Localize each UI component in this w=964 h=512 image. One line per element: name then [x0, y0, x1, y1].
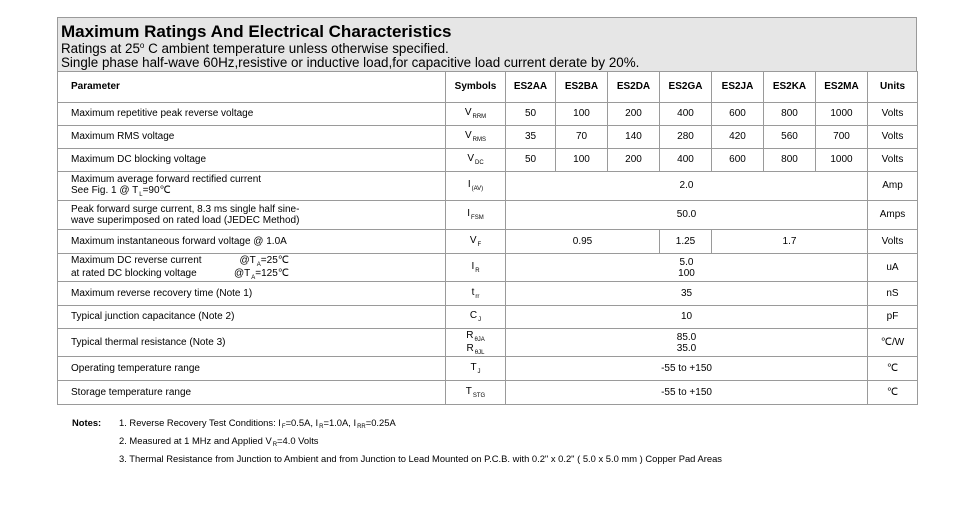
param-text: Maximum DC reverse current — [71, 254, 202, 266]
note-sub: R — [319, 424, 324, 430]
symbol-main: I — [467, 208, 471, 220]
value-cell: 1.25 — [660, 230, 712, 254]
param-line: Peak forward surge current, 8.3 ms single half sine- — [71, 204, 300, 215]
value-cell: 100 — [556, 103, 608, 126]
ambient-note — [61, 42, 916, 56]
param-cell: Maximum reverse recovery time (Note 1) — [58, 282, 446, 306]
value-cell: -55 to +150 — [506, 381, 868, 405]
param-cell: Storage temperature range — [58, 381, 446, 405]
symbol-sub: R — [475, 267, 480, 274]
col-header-part: ES2AA — [506, 72, 556, 103]
table-row — [58, 126, 918, 149]
param-cell — [58, 254, 446, 282]
param-cell: Maximum repetitive peak reverse voltage — [58, 103, 446, 126]
note-text: =0.5A, I — [285, 417, 319, 428]
symbol-sub: rr — [475, 293, 480, 300]
header-row — [58, 72, 918, 103]
col-header-part: ES2GA — [660, 72, 712, 103]
table-row — [58, 172, 918, 201]
ratings-section — [57, 17, 917, 405]
unit-cell: Volts — [868, 149, 918, 172]
value-cell: 400 — [660, 103, 712, 126]
symbol-main: T — [470, 361, 477, 373]
unit-cell: Amp — [868, 172, 918, 201]
value-line: 85.0 — [676, 331, 697, 343]
value-line: 35.0 — [676, 342, 697, 354]
symbol-sub: θJA — [474, 336, 485, 343]
value-cell: 1000 — [816, 103, 868, 126]
table-row — [58, 381, 918, 405]
table-row — [58, 282, 918, 306]
note-sub: RR — [357, 424, 366, 430]
symbol-cell — [446, 381, 506, 405]
symbol-main: I — [467, 179, 471, 191]
param-line — [71, 185, 445, 198]
col-header-part: ES2DA — [608, 72, 660, 103]
symbol-main: V — [464, 130, 472, 142]
symbol-cell — [446, 357, 506, 381]
unit-cell: Amps — [868, 201, 918, 230]
param-text: at rated DC blocking voltage — [71, 267, 197, 279]
value-line: 100 — [678, 267, 695, 279]
symbol-sub: θJL — [474, 349, 485, 356]
symbol-main: T — [465, 385, 472, 397]
param-cell: Typical thermal resistance (Note 3) — [58, 329, 446, 357]
value-cell: 700 — [816, 126, 868, 149]
param-cell: Maximum RMS voltage — [58, 126, 446, 149]
cond-text: =25℃ — [260, 254, 289, 266]
table-row — [58, 103, 918, 126]
note-text: 2. Measured at 1 MHz and Applied V — [119, 435, 272, 446]
value-cell: 50 — [506, 103, 556, 126]
symbol-sub: J — [478, 317, 482, 324]
cond-text: @T — [233, 267, 251, 279]
symbol-cell — [446, 329, 506, 357]
load-note: Single phase half-wave 60Hz,resistive or inductive load,for capacitive load current derate by 20%. — [61, 55, 640, 70]
value-cell: 600 — [712, 103, 764, 126]
symbol-sub: (AV) — [471, 186, 484, 193]
condition-text — [240, 255, 289, 268]
ambient-note-post: C ambient temperature unless otherwise specified. — [144, 41, 449, 56]
param-cell — [58, 201, 446, 230]
table-row — [58, 149, 918, 172]
unit-cell: Volts — [868, 230, 918, 254]
unit-cell: ℃/W — [868, 329, 918, 357]
cond-sub: A — [256, 261, 261, 268]
value-cell: 10 — [506, 306, 868, 329]
value-cell: 400 — [660, 149, 712, 172]
cond-text: =125℃ — [255, 267, 289, 279]
value-cell: 200 — [608, 103, 660, 126]
value-cell: 800 — [764, 149, 816, 172]
symbol-cell — [446, 172, 506, 201]
value-cell: 100 — [556, 149, 608, 172]
symbol-main: V — [469, 234, 477, 246]
table-row — [58, 306, 918, 329]
value-cell: 800 — [764, 103, 816, 126]
note-sub: R — [272, 442, 278, 448]
section-title: Maximum Ratings And Electrical Characteristics — [61, 22, 452, 41]
note-text: =4.0 Volts — [277, 435, 319, 446]
param-cell: Operating temperature range — [58, 357, 446, 381]
symbol-main: C — [469, 310, 478, 322]
value-cell: 600 — [712, 149, 764, 172]
note-item — [119, 415, 722, 433]
symbol-cell — [446, 126, 506, 149]
value-cell: 420 — [712, 126, 764, 149]
value-cell: 200 — [608, 149, 660, 172]
table-row — [58, 329, 918, 357]
symbol-cell — [446, 201, 506, 230]
symbol-main: t — [471, 286, 475, 298]
value-cell: 1000 — [816, 149, 868, 172]
symbol-cell — [446, 149, 506, 172]
symbol-main: R — [466, 342, 474, 354]
value-cell: 35 — [506, 126, 556, 149]
condition-text — [234, 268, 289, 281]
col-header-symbols: Symbols — [446, 72, 506, 103]
cond-sub: A — [251, 274, 256, 281]
value-line: 5.0 — [679, 256, 694, 268]
value-cell: 50.0 — [506, 201, 868, 230]
symbol-sub: RRM — [472, 114, 487, 121]
note-text: 1. Reverse Recovery Test Conditions: I — [119, 417, 281, 428]
unit-cell: nS — [868, 282, 918, 306]
param-cell: Maximum instantaneous forward voltage @ 1.0A — [58, 230, 446, 254]
section-header — [57, 17, 917, 71]
value-cell: 70 — [556, 126, 608, 149]
value-cell: 2.0 — [506, 172, 868, 201]
symbol-main: V — [467, 153, 474, 165]
notes-label: Notes: — [72, 417, 102, 428]
value-cell: 0.95 — [506, 230, 660, 254]
cond-text: @T — [239, 254, 256, 266]
unit-cell: Volts — [868, 103, 918, 126]
param-line — [71, 255, 289, 268]
symbol-sub: DC — [475, 160, 484, 167]
unit-cell: Volts — [868, 126, 918, 149]
col-header-part: ES2BA — [556, 72, 608, 103]
value-cell: 1.7 — [712, 230, 868, 254]
param-text: =90℃ — [142, 185, 171, 196]
symbol-main: R — [466, 329, 474, 341]
param-sub: L — [139, 192, 143, 198]
value-cell: 280 — [660, 126, 712, 149]
table-row — [58, 357, 918, 381]
unit-cell: uA — [868, 254, 918, 282]
symbol-cell — [446, 254, 506, 282]
symbol-sub: RMS — [472, 137, 486, 144]
param-text: See Fig. 1 @ T — [71, 185, 139, 196]
value-cell: -55 to +150 — [506, 357, 868, 381]
note-text: =1.0A, I — [323, 417, 357, 428]
symbol-cell — [446, 103, 506, 126]
symbol-cell — [446, 306, 506, 329]
param-cell: Typical junction capacitance (Note 2) — [58, 306, 446, 329]
symbol-sub: STG — [472, 392, 486, 399]
param-line: wave superimposed on rated load (JEDEC Method) — [71, 215, 300, 226]
col-header-part: ES2JA — [712, 72, 764, 103]
unit-cell: pF — [868, 306, 918, 329]
unit-cell: ℃ — [868, 381, 918, 405]
symbol-line — [446, 343, 505, 356]
value-cell — [506, 254, 868, 282]
symbol-sub: J — [477, 368, 481, 375]
value-cell: 35 — [506, 282, 868, 306]
notes-list — [119, 415, 722, 466]
note-sub: F — [281, 424, 286, 430]
symbol-sub: F — [477, 241, 482, 248]
ratings-table — [57, 71, 918, 405]
param-cell: Maximum DC blocking voltage — [58, 149, 446, 172]
value-cell: 140 — [608, 126, 660, 149]
param-line: Maximum average forward rectified current — [71, 174, 262, 185]
symbol-main: I — [471, 260, 475, 272]
symbol-cell — [446, 282, 506, 306]
col-header-units: Units — [868, 72, 918, 103]
symbol-sub: FSM — [471, 215, 484, 222]
value-cell: 560 — [764, 126, 816, 149]
table-row — [58, 230, 918, 254]
symbol-main: V — [464, 107, 472, 119]
col-header-part: ES2MA — [816, 72, 868, 103]
param-cell — [58, 172, 446, 201]
note-item — [119, 433, 722, 451]
table-row — [58, 254, 918, 282]
col-header-part: ES2KA — [764, 72, 816, 103]
note-text: =0.25A — [365, 417, 396, 428]
note-item: 3. Thermal Resistance from Junction to Ambient and from Junction to Lead Mounted on P.C.B. with 0.2" x 0.2" ( 5.0 x 5.0 mm ) Copper Pad Areas — [119, 453, 722, 464]
value-cell — [506, 329, 868, 357]
param-line — [71, 268, 289, 281]
ambient-note-pre: Ratings at 25 — [61, 41, 140, 56]
table-row — [58, 201, 918, 230]
col-header-parameter: Parameter — [58, 72, 446, 103]
value-cell: 50 — [506, 149, 556, 172]
unit-cell: ℃ — [868, 357, 918, 381]
symbol-cell — [446, 230, 506, 254]
degree-mark: o — [139, 41, 145, 50]
symbol-line — [446, 330, 505, 343]
